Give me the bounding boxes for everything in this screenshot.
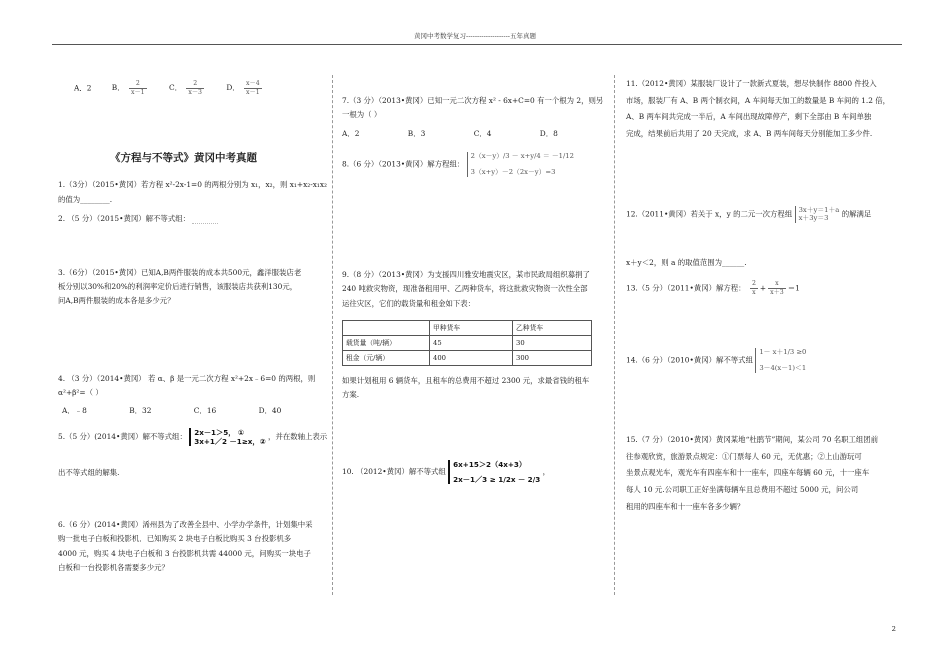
question-8: 8.（6 分）（2013•黄冈）解方程组： 2（x－y）/3 － x+y/4 ＝ －1/12 3（x+y）－2（2x－y）=3: [342, 152, 574, 177]
page-header: 黄冈中考数学复习--------------------五年真题: [414, 32, 536, 40]
question-7: 7.（3 分）（2013•黄冈）已知一元二次方程 x² - 6x+C=0 有一个根为 2，则另 一根为（ ）: [342, 96, 604, 120]
question-11: 11.（2012•黄冈）某服装厂设计了一款新式夏装，想尽快制作 8800 件投入 市场，服装厂有 A、B 两个制衣间，A 车间每天加工的数量是 B 车间的 1.2 倍， A、B 两车间共完成一半后，A 车间出现故障停产，剩下全部由 B 车间单独 完成，结果前后共用了 20 天完成，求 A、B 两车间每天分别能加工多少件.: [626, 79, 891, 138]
question-10-system: 6x+15＞2（4x+3） 2x－1／3 ≥ 1/2x － 2/3: [448, 460, 540, 484]
option-a: A．2: [74, 83, 92, 93]
question-15: 15.（7 分）（2010•黄冈）黄冈某地“杜鹃节”期间，某公司 70 名职工组团前 往参观欣赏，旅游景点规定：①门票每人 60 元，无优惠；②上山游玩可 坐景点观光车，观光车有四座车和十一座车，四座车每辆 60 元，十一座车 每人 10 元.公司职工正好坐满每辆车且总费用不超过 5000 元，问公司 租用的四座车和十一座车各多少辆？: [626, 435, 879, 511]
question-9: 9.（8 分）（2013•黄冈）为支援四川雅安地震灾区，某市民政局组织募捐了 240 吨救灾物资，现准备租用甲、乙两种货车，将这批救灾物资一次性全部 运往灾区，它们的载货量和租金如下表：: [342, 270, 590, 308]
question-5: 5.（5 分）(2014•黄冈）解不等式组： 2x－1＞5， ① 3x+1／2 －1≥x，② ，并在数轴上表示: [58, 428, 328, 446]
option-d-fraction: $\frac{x-4}{x-1}$: [246, 80, 260, 96]
question-4-options: A．﹣8 B．32 C．16 D．40: [62, 406, 282, 415]
option-c: C．: [168, 83, 183, 93]
question-2-system-placeholder: [192, 215, 218, 224]
question-5-system: 2x－1＞5， ① 3x+1／2 －1≥x，②: [189, 428, 265, 446]
question-10: 10. （2012•黄冈）解不等式组 6x+15＞2（4x+3） 2x－1／3 ≥ 1/2x － 2/3 ，: [342, 460, 551, 484]
page-title: 《方程与不等式》黄冈中考真题: [110, 152, 257, 164]
question-12: 12.（2011•黄冈）若关于 x，y 的二元一次方程组 3x＋y＝1＋a x＋3y＝3 的解满足: [626, 206, 872, 223]
column-divider-2: [614, 75, 615, 595]
header-rule: [52, 44, 902, 45]
question-1: 1.（3分）（2015•黄冈）若方程 x²-2x-1=0 的两根分别为 x₁，x₂，则 x₁+x₂-x₁x₂ 的值为________.: [58, 180, 327, 205]
question-12-system: 3x＋y＝1＋a x＋3y＝3: [795, 206, 840, 223]
q13-fraction-2: $\frac{x}{x+3}$: [770, 280, 784, 296]
question-7-options: A．2 B．3 C．4 D．8: [342, 129, 558, 138]
column-divider-1: [332, 75, 333, 595]
option-c-fraction: $\frac{2}{x-3}$: [188, 80, 202, 96]
question-13: 13.（5 分）（2011•黄冈）解方程： $\frac{2}{x}$ + $\frac{x}{x+3}$ ＝1: [626, 280, 800, 296]
freight-table: [342, 320, 592, 366]
q13-fraction-1: $\frac{2}{x}$: [751, 280, 756, 296]
question-14: 14.（6 分）（2010•黄冈）解不等式组 1－ x＋1/3 ≥0 3－4(x－1)＜1: [626, 348, 807, 373]
option-b: B．: [111, 83, 125, 93]
page-number: 2: [891, 625, 896, 633]
question-5-line-2: 出不等式组的解集.: [58, 468, 120, 477]
table-header-row: 甲种货车 乙种货车: [343, 321, 592, 336]
option-b-fraction: $\frac{2}{x-1}$: [130, 80, 145, 96]
option-d: D．: [226, 83, 240, 93]
question-12-line-2: x＋y＜2，则 a 的取值范围为______.: [626, 258, 747, 267]
question-14-system: 1－ x＋1/3 ≥0 3－4(x－1)＜1: [755, 348, 806, 373]
table-row: 载货量（吨/辆） 45 30: [343, 336, 592, 351]
question-2: 2. （5 分）（2015•黄冈）解不等式组：: [58, 214, 218, 224]
question-8-system: 2（x－y）/3 － x+y/4 ＝ －1/12 3（x+y）－2（2x－y）=3: [467, 152, 574, 177]
question-4: 4. （3 分）（2014•黄冈） 若 α、β 是一元二次方程 x²+2x﹣6=0 的两根，则 α²+β²=（ ）: [58, 374, 316, 398]
q-previous-options: [74, 80, 264, 97]
table-row: 租金（元/辆） 400 300: [343, 351, 592, 366]
question-9-continued: 如果计划租用 6 辆货车，且租车的总费用不超过 2300 元，求最省钱的租车 方案.: [342, 376, 590, 400]
question-6: 6.（6 分）(2014•黄冈）浠州县为了改善全县中、小学办学条件，计划集中采 购一批电子白板和投影机．已知购买 2 块电子白板比购买 3 台投影机多 4000 元，购买 4 块电子白板和 3 台投影机共需 44000 元，问购买一块电子 白板和一台投影机各需要多少元？: [58, 520, 313, 573]
question-3: 3.（6分）（2015•黄冈）已知A,B两件服装的成本共500元，鑫洋服装店老 板分别以30%和20%的利润率定价后进行销售，该服装店共获利130元， 问A,B两件服装的成本各是多少元？: [58, 268, 302, 306]
